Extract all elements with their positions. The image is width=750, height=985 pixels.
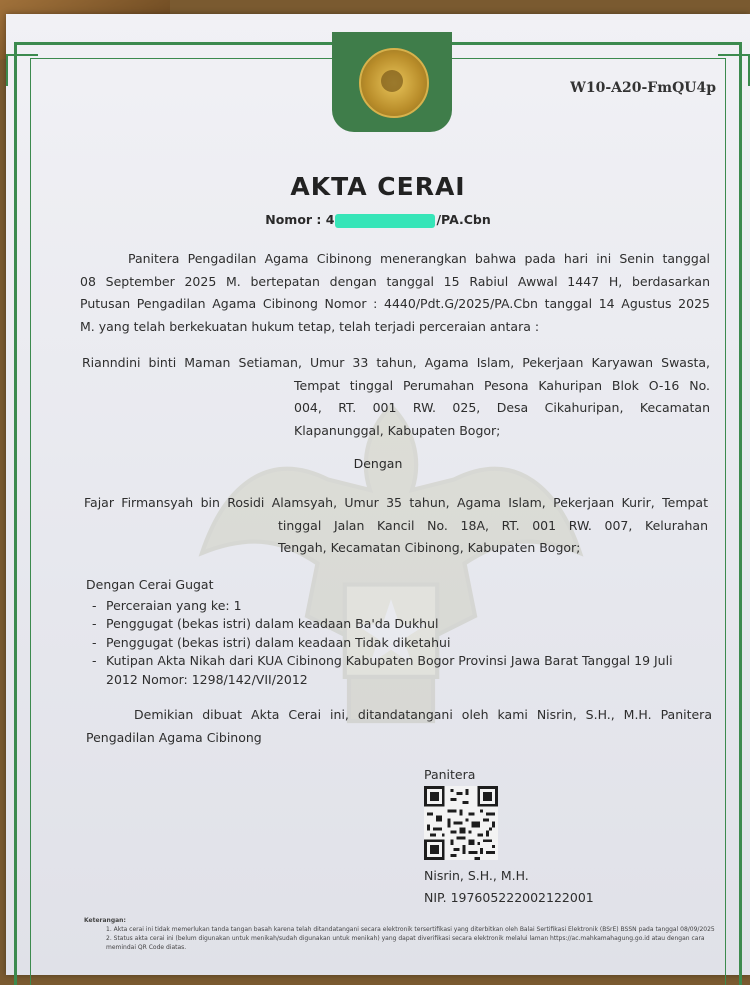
intro-paragraph <box>80 248 710 338</box>
divorce-details <box>86 574 710 689</box>
party-line: tinggal Jalan Kancil No. 18A, RT. 001 RW. 007, Kelurahan <box>278 517 708 533</box>
redaction-mark <box>335 214 435 228</box>
party-plaintiff <box>82 352 710 442</box>
nomor-suffix: /PA.Cbn <box>436 212 491 227</box>
closing-line: Demikian dibuat Akta Cerai ini, ditandatangani oleh kami Nisrin, S.H., M.H. Panitera <box>134 707 712 722</box>
list-item-continuation: 2012 Nomor: 1298/142/VII/2012 <box>106 671 308 687</box>
closing-paragraph <box>86 704 712 749</box>
list-item: - Perceraian yang ke: 1 <box>86 597 710 616</box>
intro-line: Panitera Pengadilan Agama Cibinong menerangkan bahwa pada hari ini Senin tanggal <box>128 251 710 266</box>
nomor-label: Nomor : 4 <box>265 212 335 227</box>
signature-name: Nisrin, S.H., M.H. <box>424 867 529 883</box>
list-item: - Penggugat (bekas istri) dalam keadaan Ba'da Dukhul <box>86 615 710 634</box>
border-corner-ornament <box>6 54 38 86</box>
document-title: AKTA CERAI <box>290 172 466 201</box>
party-line: 004, RT. 001 RW. 025, Desa Cikahuripan, Kecamatan <box>294 400 710 415</box>
signature-role: Panitera <box>424 767 476 782</box>
list-item: - Penggugat (bekas istri) dalam keadaan Tidak diketahui <box>86 634 710 653</box>
party-line: Tengah, Kecamatan Cibinong, Kabupaten Bogor; <box>278 540 581 555</box>
closing-line: Pengadilan Agama Cibinong <box>86 729 262 745</box>
document-paper <box>6 14 750 975</box>
list-item: - Kutipan Akta Nikah dari KUA Cibinong Kabupaten Bogor Provinsi Jawa Barat Tanggal 19 Juli <box>86 652 710 671</box>
qr-code-icon[interactable] <box>424 786 498 860</box>
divorce-detail-list <box>86 597 710 671</box>
document-code: W10-A20-FmQU4p <box>570 80 716 96</box>
note-item: 2. Status akta cerai ini (belum digunakan untuk menikah/sudah digunakan untuk menikah) yang dapat diverifikasi secara elektronik melalui laman https://ac.mahkamahagung.go.id atau dengan cara memindai QR Code diatas. <box>106 935 705 951</box>
court-emblem-icon <box>359 48 429 118</box>
dengan-separator: Dengan <box>353 456 403 471</box>
divorce-type: Dengan Cerai Gugat <box>86 577 214 592</box>
party-line: Klapanunggal, Kabupaten Bogor; <box>294 422 501 438</box>
intro-line: 08 September 2025 M. bertepatan dengan tanggal 15 Rabiul Awwal 1447 H, berdasarkan <box>80 273 710 289</box>
intro-line: Putusan Pengadilan Agama Cibinong Nomor : 4440/Pdt.G/2025/PA.Cbn tanggal 14 Agustus 2025 <box>80 296 710 311</box>
party-line: Rianndini binti Maman Setiaman, Umur 33 tahun, Agama Islam, Pekerjaan Karyawan Swasta, <box>82 355 710 370</box>
party-line: Fajar Firmansyah bin Rosidi Alamsyah, Umur 35 tahun, Agama Islam, Pekerjaan Kurir, Tempat <box>84 495 708 510</box>
notes-heading: Keterangan: <box>84 917 126 924</box>
party-defendant <box>84 492 708 560</box>
signature-nip: NIP. 197605222002122001 <box>424 890 594 905</box>
border-corner-ornament <box>718 54 750 86</box>
party-line: Tempat tinggal Perumahan Pesona Kahuripan Blok O-16 No. <box>294 377 710 393</box>
intro-line: M. yang telah berkekuatan hukum tetap, telah terjadi perceraian antara : <box>80 318 540 334</box>
note-item: 1. Akta cerai ini tidak memerlukan tanda tangan basah karena telah ditandatangani secara elektronik tersertifikasi yang diterbitkan oleh Balai Sertifikasi Elektronik (BSrE) BSSN pada tanggal 08/09/2025 <box>106 926 715 933</box>
document-number <box>6 212 750 228</box>
notes-section <box>84 916 724 952</box>
